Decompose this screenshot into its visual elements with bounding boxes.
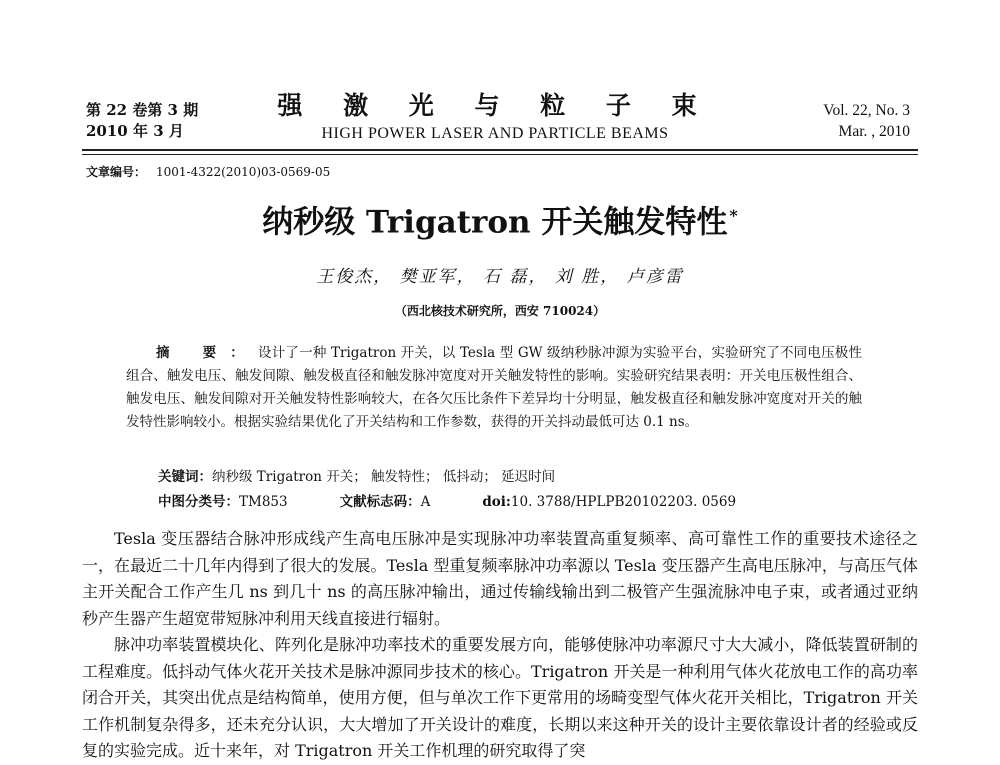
paper-title (0, 196, 1000, 242)
affiliation: （西北核技术研究所，西安 710024） (394, 304, 606, 318)
paper-title-text: 纳秒级 Trigatron 开关触发特性 (262, 204, 728, 241)
journal-name-en: HIGH POWER LASER AND PARTICLE BEAMS (321, 125, 669, 142)
article-number (86, 164, 330, 180)
author-list: 王俊杰， 樊亚军， 石 磊， 刘 胜， 卢彦雷 (316, 267, 684, 287)
body-paragraph-2: 脉冲功率装置模块化、阵列化是脉冲功率技术的重要发展方向，能够使脉冲功率源尺寸大大减小，降低装置研制的工程难度。低抖动气体火花开关技术是脉冲源同步技术的核心。Trigatron 开关是一种利用气体火花放电工作的高功率闭合开关，其突出优点是结构简单，使用方便，但与单次工作下更常用的场畸变型气体火花开关相比，Trigatron 开关工作机制复杂得多，还未充分认识，大大增加了开关设计的难度，长期以来这种开关的设计主要依靠设计者的经验或反复的实验完成。近十来年，对 Trigatron 开关工作机理的研究取得了突 (82, 635, 918, 760)
journal-name-cn: 强 激 光 与 粒 子 束 (277, 91, 713, 120)
abstract (126, 342, 862, 434)
journal-issue-en (823, 100, 910, 142)
doi-value: 10. 3788/HPLPB20102203. 0569 (510, 494, 737, 510)
classification-line (158, 491, 736, 513)
body-paragraph-1: Tesla 变压器结合脉冲形成线产生高电压脉冲是实现脉冲功率装置高重复频率、高可靠性工作的重要技术途径之一，在最近二十几年内得到了很大的发展。Tesla 型重复频率脉冲功率源以 Tesla 变压器产生高电压脉冲，与高压气体主开关配合工作产生几 ns 到几十 ns 的高压脉冲输出，通过传输线输出到二极管产生强流脉冲电子束，或者通过亚纳秒产生器产生超宽带短脉冲利用天线直接进行辐射。 (82, 529, 918, 628)
article-number-label: 文章编号： (86, 165, 147, 179)
clc-label: 中图分类号： (158, 494, 239, 510)
doc-code-value: A (420, 494, 431, 510)
body-text (82, 526, 918, 765)
volume-cn: 第 22 卷第 3 期 (86, 101, 199, 119)
journal-name (260, 92, 730, 145)
header-rule-thin (82, 154, 918, 155)
date-cn: 2010 年 3 月 (86, 122, 184, 140)
journal-issue-cn (86, 100, 198, 142)
abstract-text: 设计了一种 Trigatron 开关，以 Tesla 型 GW 级纳秒脉冲源为实验平台，实验研究了不同电压极性组合、触发电压、触发间隙、触发极直径和触发脉冲宽度对开关触发特性的影响。实验研究结果表明：开关电压极性组合、触发电压、触发间隙对开关触发特性影响较大，在各欠压比条件下差异均十分明显，触发极直径和触发脉冲宽度对开关的触发特性影响较小。根据实验结果优化了开关结构和工作参数，获得的开关抖动最低可达 0.1 ns。 (126, 345, 862, 430)
date-en: Mar. , 2010 (838, 123, 910, 140)
keywords-label: 关键词： (158, 469, 212, 485)
keywords-text: 纳秒级 Trigatron 开关； 触发特性； 低抖动； 延迟时间 (212, 469, 556, 485)
abstract-label: 摘 要： (156, 345, 259, 361)
keywords (158, 466, 555, 488)
volume-en: Vol. 22, No. 3 (823, 102, 910, 119)
title-footnote-mark: * (729, 206, 738, 225)
doi-label: doi: (482, 494, 511, 510)
article-number-value: 1001-4322(2010)03-0569-05 (156, 165, 331, 179)
doc-code-label: 文献标志码： (339, 494, 421, 510)
clc-value: TM853 (239, 494, 288, 510)
header-rule-thick (82, 149, 918, 151)
